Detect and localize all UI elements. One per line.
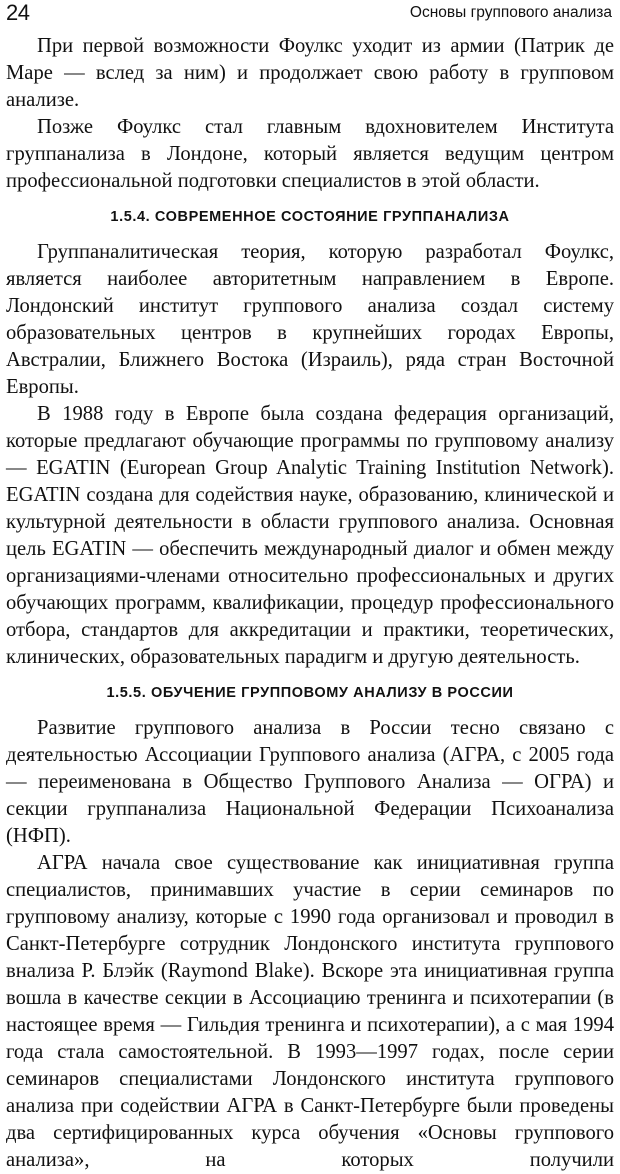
paragraph: Группаналитическая теория, которую разработал Фоулкс, является наиболее авторитетным направлением в Европе. Лондонский институт группового анализа создал систему образовательных центров в крупнейших городах Европы, Австралии, Ближнего Востока (Израиль), ряда стран Восточной Европы. (6, 241, 614, 398)
paragraph: Развитие группового анализа в России тесно связано с деятельностью Ассоциации Группового анализа (АГРА, с 2005 года — переименована в Общество Группового Анализа — ОГРА) и секции группанализа Национальной Федерации Психоанализа (НФП). (6, 717, 614, 847)
paragraph: При первой возможности Фоулкс уходит из армии (Патрик де Маре — вслед за ним) и продолжает свою работу в групповом анализе. (6, 35, 614, 111)
paragraph: АГРА начала свое существование как инициативная группа специалистов, принимавших участие в серии семинаров по групповому анализу, которые с 1990 года организовал и проводил в Санкт-Петербурге сотрудник Лондонского института группового внализа Р. Блэйк (Raymond Blake). Вскоре эта инициативная группа вошла в качестве секции в Ассоциацию тренинга и психотерапии (в настоящее время — Гильдия тренинга и психотерапии), а с мая 1994 года стала самостоятельной. В 1993—1997 годах, после серии семинаров специалистами Лондонского института группового анализа при содействии АГРА в Санкт-Петербурге были проведены два сертифицированных курса обучения «Основы группового анализа», на которых получили (6, 852, 614, 1171)
section-heading: 1.5.4. СОВРЕМЕННОЕ СОСТОЯНИЕ ГРУППАНАЛИЗА (110, 209, 510, 225)
section-heading: 1.5.5. ОБУЧЕНИЕ ГРУППОВОМУ АНАЛИЗУ В РОССИИ (106, 685, 514, 701)
page-header (6, 0, 612, 26)
running-title: Основы группового анализа (409, 4, 612, 21)
body-text (6, 33, 614, 1174)
paragraph: Позже Фоулкс стал главным вдохновителем Института группанализа в Лондоне, который является ведущим центром профессиональной подготовки специалистов в этой области. (6, 116, 614, 192)
page-number: 24 (6, 0, 30, 25)
paragraph: В 1988 году в Европе была создана федерация организаций, которые предлагают обучающие программы по групповому анализу — EGATIN (European Group Analytic Training Institution Network). EGATIN создана для содействия науке, образованию, клинической и культурной деятельности в области группового анализа. Основная цель EGATIN — обеспечить международный диалог и обмен между организациями-членами относительно профессиональных и других обучающих программ, квалификации, процедур профессионального отбора, стандартов для аккредитации и практики, теоретических, клинических, образовательных парадигм и другую деятельность. (6, 403, 614, 668)
